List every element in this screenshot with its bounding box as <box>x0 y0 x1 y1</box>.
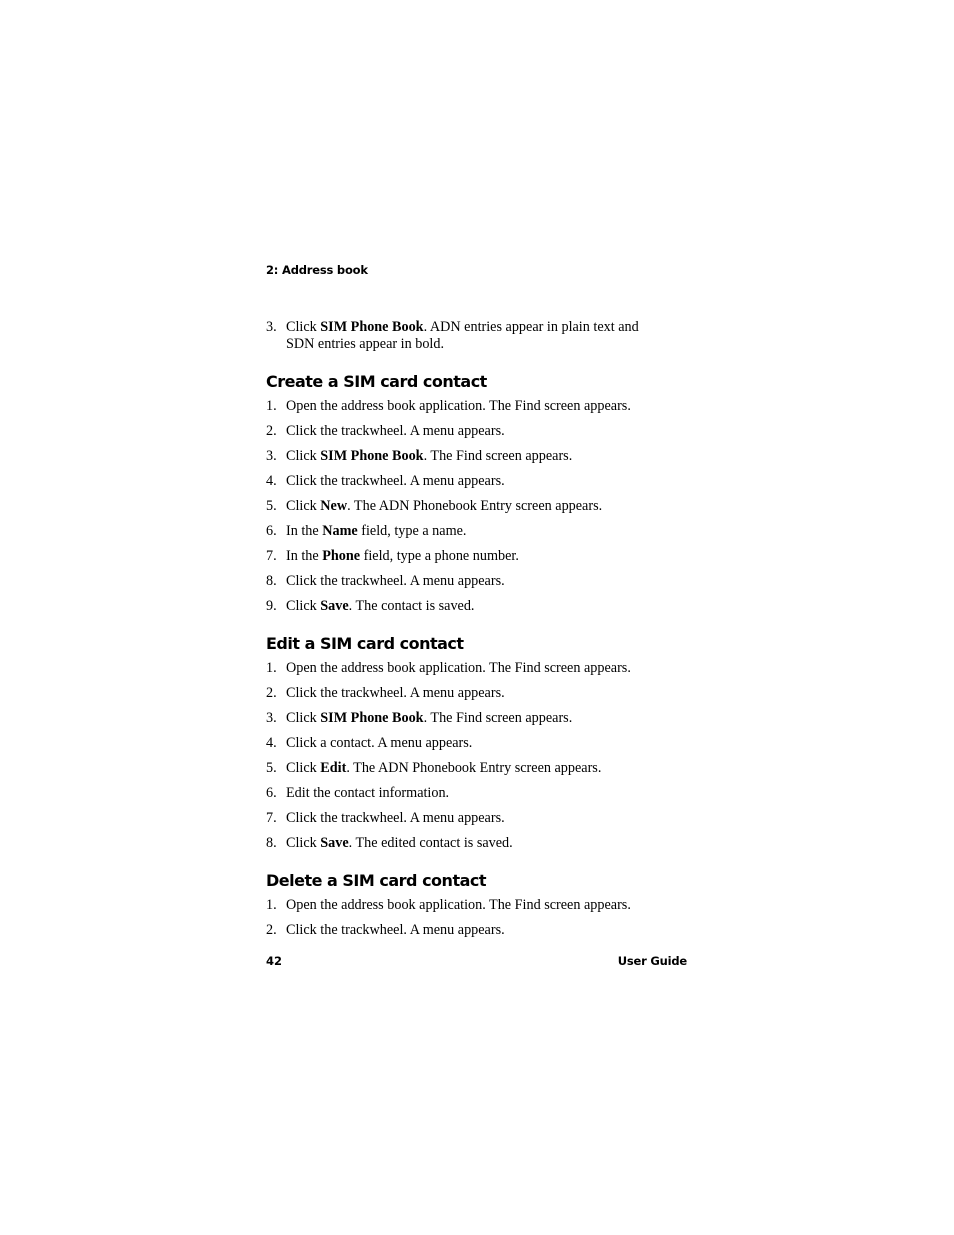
step-number: 3. <box>266 710 277 726</box>
step-text-pre: Click the trackwheel. A menu appears. <box>286 810 505 826</box>
step-text <box>286 498 686 515</box>
page-number: 42 <box>266 954 283 968</box>
step-text <box>286 448 686 465</box>
step-text-pre: In the <box>286 548 323 564</box>
step-text-pre: Click <box>286 835 321 851</box>
step-number: 5. <box>266 760 277 776</box>
step-text-bold: Edit <box>320 760 347 776</box>
step-number: 2. <box>266 685 277 701</box>
step-number: 1. <box>266 398 277 414</box>
step-text <box>286 319 686 353</box>
step-text <box>286 398 686 415</box>
step-number: 6. <box>266 785 277 801</box>
step-number: 1. <box>266 660 277 676</box>
step-number: 7. <box>266 810 277 826</box>
step-number: 1. <box>266 897 277 913</box>
step-text-pre: Click a contact. A menu appears. <box>286 735 473 751</box>
step-text-pre: Click the trackwheel. A menu appears. <box>286 473 505 489</box>
step-number: 2. <box>266 922 277 938</box>
step-text-pre: Click <box>286 598 321 614</box>
step-text-post: . The ADN Phonebook Entry screen appears. <box>346 760 602 776</box>
step-text-bold: SIM Phone Book <box>320 448 424 464</box>
step-text-pre: Click <box>286 448 321 464</box>
step-text <box>286 573 686 590</box>
step-text-post: . The Find screen appears. <box>423 448 573 464</box>
step-text-bold: SIM Phone Book <box>320 710 424 726</box>
step-text-pre: Click <box>286 760 321 776</box>
step-text-pre: Edit the contact information. <box>286 785 450 801</box>
step-text-bold: Save <box>320 835 349 851</box>
section-heading-create: Create a SIM card contact <box>266 372 487 391</box>
step-text-pre: Click the trackwheel. A menu appears. <box>286 573 505 589</box>
step-text-pre: In the <box>286 523 323 539</box>
step-text-bold: New <box>320 498 348 514</box>
step-text-pre: Click the trackwheel. A menu appears. <box>286 685 505 701</box>
step-text <box>286 685 686 702</box>
step-text-line2: SDN entries appear in bold. <box>286 336 444 352</box>
step-number: 9. <box>266 598 277 614</box>
step-text <box>286 835 686 852</box>
step-text <box>286 785 686 802</box>
step-text-post: field, type a phone number. <box>360 548 519 564</box>
step-text <box>286 922 686 939</box>
step-number: 6. <box>266 523 277 539</box>
step-number: 3. <box>266 448 277 464</box>
step-text <box>286 598 686 615</box>
step-text-bold: Name <box>322 523 358 539</box>
step-number: 4. <box>266 473 277 489</box>
section-heading-delete: Delete a SIM card contact <box>266 871 487 890</box>
step-text-pre: Click the trackwheel. A menu appears. <box>286 922 505 938</box>
step-text-post: field, type a name. <box>357 523 467 539</box>
step-text <box>286 548 686 565</box>
step-text <box>286 810 686 827</box>
step-number: 8. <box>266 573 277 589</box>
step-text <box>286 523 686 540</box>
step-text-post: . The contact is saved. <box>348 598 475 614</box>
step-text-pre: Click <box>286 498 321 514</box>
step-text <box>286 423 686 440</box>
step-text <box>286 660 686 677</box>
step-text-pre: Click <box>286 319 321 335</box>
step-text-pre: Open the address book application. The Find screen appears. <box>286 897 631 913</box>
step-number: 4. <box>266 735 277 751</box>
step-text-pre: Open the address book application. The Find screen appears. <box>286 398 631 414</box>
step-text-pre: Click <box>286 710 321 726</box>
step-text <box>286 897 686 914</box>
step-number: 7. <box>266 548 277 564</box>
step-text-post: . The Find screen appears. <box>423 710 573 726</box>
step-text-post: . The edited contact is saved. <box>348 835 513 851</box>
step-text <box>286 473 686 490</box>
step-number: 3. <box>266 319 277 335</box>
running-header: 2: Address book <box>266 263 368 277</box>
step-text-pre: Click the trackwheel. A menu appears. <box>286 423 505 439</box>
section-heading-edit: Edit a SIM card contact <box>266 634 464 653</box>
step-text <box>286 710 686 727</box>
step-text <box>286 735 686 752</box>
step-text-bold: SIM Phone Book <box>320 319 424 335</box>
step-text-bold: Phone <box>322 548 361 564</box>
running-footer-title: User Guide <box>617 954 687 968</box>
step-text-post: . ADN entries appear in plain text and <box>423 319 639 335</box>
step-text-bold: Save <box>320 598 349 614</box>
step-number: 5. <box>266 498 277 514</box>
step-number: 2. <box>266 423 277 439</box>
step-text-pre: Open the address book application. The Find screen appears. <box>286 660 631 676</box>
step-number: 8. <box>266 835 277 851</box>
step-text-post: . The ADN Phonebook Entry screen appears. <box>347 498 603 514</box>
step-text <box>286 760 686 777</box>
